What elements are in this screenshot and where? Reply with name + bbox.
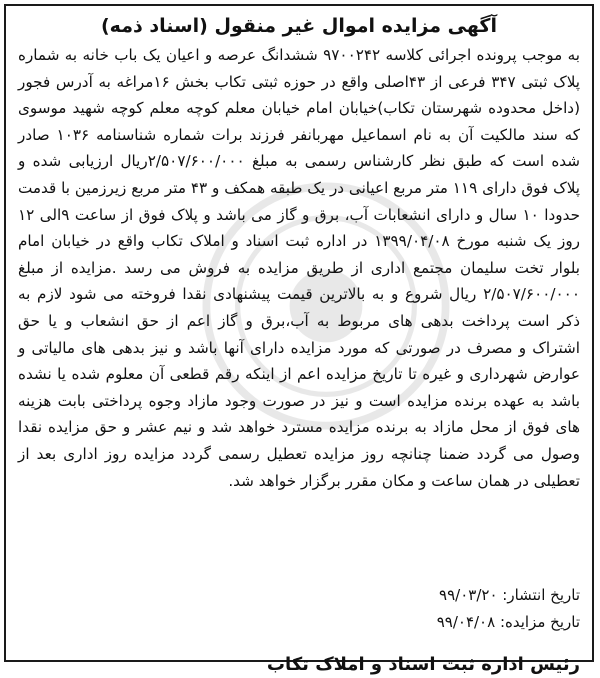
publish-date: تاریخ انتشار: ۹۹/۰۳/۲۰ xyxy=(439,586,580,604)
notice-frame xyxy=(4,4,594,675)
notice-dates xyxy=(18,582,580,636)
notice-signature: رئیس اداره ثبت اسناد و املاک تکاب xyxy=(266,654,580,675)
notice-body: به موجب پرونده اجرائی کلاسه ۹۷۰۰۲۴۲ ششدانگ عرصه و اعیان یک باب خانه به شماره پلاک ثبتی ۳۴۷ فرعی از ۴۳اصلی واقع در حوزه ثبتی تکاب بخش ۱۶مراغه به آدرس فجور (داخل محدوده شهرستان تکاب)خیابان امام خیابان معلم کوچه معلم کوچه شهید موسوی که سند مالکیت آن به نام اسماعیل مهربانفر فرزند برات شماره شناسنامه ۱۰۳۶ صادر شده است که طبق نظر کارشناس رسمی به مبلغ ۲/۵۰۷/۶۰۰/۰۰۰ریال ارزیابی شده و پلاک فوق دارای ۱۱۹ متر مربع اعیانی در یک طبقه همکف و ۴۳ متر مربع زیرزمین با قدمت حدودا ۱۰ سال و دارای انشعابات آب، برق و گاز می باشد و پلاک فوق از ساعت ۹الی ۱۲ روز یک شنبه مورخ ۱۳۹۹/۰۴/۰۸ در اداره ثبت اسناد و املاک تکاب واقع در خیابان امام بلوار تخت سلیمان مجتمع اداری از طریق مزایده به فروش می رسد .مزایده از مبلغ ۲/۵۰۷/۶۰۰/۰۰۰ ریال شروع و به بالاترین قیمت پیشنهادی نقدا فروخته می شود لازم به ذکر است پرداخت بدهی های مربوط به آب،برق و گاز اعم از حق انشعاب و یا حق اشتراک و مصرف در صورتی که مورد مزایده دارای آنها باشد و نیز بدهی های مالیاتی و عوارض شهرداری و غیره تا تاریخ مزایده اعم از اینکه رقم قطعی آن معلوم شده یا نشده باشد به عهده برنده مزایده است و نیز در صورت وجود مازاد وجوه پرداختی بابت هزینه های فوق از محل مازاد به برنده مزایده مسترد خواهد شد و نیم عشر و حق مزایده نقدا وصول می گردد ضمنا چنانچه روز مزایده تعطیل رسمی گردد مزایده روز اداری بعد از تعطیلی در همان ساعت و مکان مقرر برگزار خواهد شد. xyxy=(18,46,580,490)
notice-title: آگهی مزایده اموال غیر منقول (اسناد ذمه) xyxy=(100,15,497,37)
notice-content xyxy=(18,12,580,675)
auction-date: تاریخ مزایده: ۹۹/۰۴/۰۸ xyxy=(436,613,580,631)
